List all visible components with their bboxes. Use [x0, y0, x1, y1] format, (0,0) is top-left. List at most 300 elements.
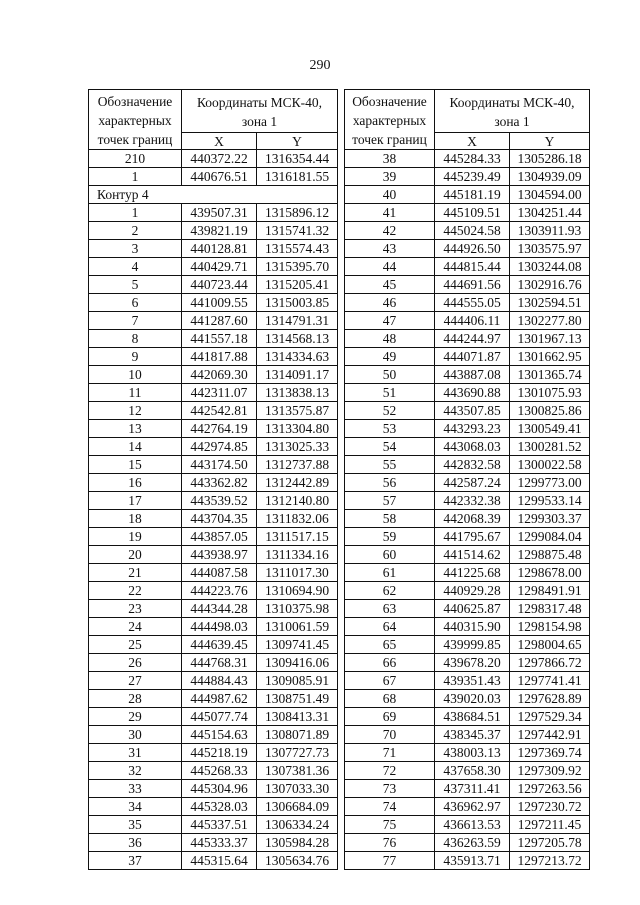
y-coordinate-cell: 1307381.36 — [257, 762, 338, 780]
x-coordinate-cell: 443539.52 — [182, 492, 257, 510]
point-number-cell: 2 — [89, 222, 182, 240]
x-coordinate-cell: 439821.19 — [182, 222, 257, 240]
table-row — [89, 744, 338, 762]
y-coordinate-cell: 1298317.48 — [510, 600, 590, 618]
point-number-cell: 28 — [89, 690, 182, 708]
x-coordinate-cell: 445268.33 — [182, 762, 257, 780]
table-row — [89, 438, 338, 456]
y-column-header: Y — [257, 133, 338, 150]
x-coordinate-cell: 439351.43 — [435, 672, 510, 690]
coordinates-header-line2: зона 1 — [494, 114, 530, 130]
table-row — [345, 654, 590, 672]
table-row — [345, 618, 590, 636]
table-row — [89, 654, 338, 672]
point-number-cell: 70 — [345, 726, 435, 744]
table-row — [345, 456, 590, 474]
y-coordinate-cell: 1315395.70 — [257, 258, 338, 276]
y-coordinate-cell: 1297529.34 — [510, 708, 590, 726]
x-coordinate-cell: 442974.85 — [182, 438, 257, 456]
point-number-cell: 36 — [89, 834, 182, 852]
point-number-cell: 60 — [345, 546, 435, 564]
y-coordinate-cell: 1299303.37 — [510, 510, 590, 528]
point-number-cell: 68 — [345, 690, 435, 708]
table-body-left — [89, 150, 338, 870]
table-row — [89, 600, 338, 618]
point-number-cell: 26 — [89, 654, 182, 672]
table-row — [89, 852, 338, 870]
y-coordinate-cell: 1298678.00 — [510, 564, 590, 582]
x-coordinate-cell: 443174.50 — [182, 456, 257, 474]
table-row — [345, 600, 590, 618]
table-header-row — [345, 90, 590, 133]
x-coordinate-cell: 436263.59 — [435, 834, 510, 852]
x-coordinate-cell: 445328.03 — [182, 798, 257, 816]
x-coordinate-cell: 444926.50 — [435, 240, 510, 258]
table-row — [345, 708, 590, 726]
point-number-cell: 57 — [345, 492, 435, 510]
y-coordinate-cell: 1314091.17 — [257, 366, 338, 384]
point-number-cell: 3 — [89, 240, 182, 258]
point-number-cell: 71 — [345, 744, 435, 762]
point-number-cell: 12 — [89, 402, 182, 420]
y-coordinate-cell: 1313025.33 — [257, 438, 338, 456]
table-row — [345, 294, 590, 312]
y-coordinate-cell: 1314791.31 — [257, 312, 338, 330]
y-coordinate-cell: 1297205.78 — [510, 834, 590, 852]
point-number-cell: 7 — [89, 312, 182, 330]
point-number-cell: 31 — [89, 744, 182, 762]
point-number-cell: 58 — [345, 510, 435, 528]
x-coordinate-cell: 441287.60 — [182, 312, 257, 330]
table-row — [345, 348, 590, 366]
point-number-cell: 30 — [89, 726, 182, 744]
table-row — [89, 528, 338, 546]
point-number-cell: 15 — [89, 456, 182, 474]
table-row — [89, 258, 338, 276]
point-number-cell: 32 — [89, 762, 182, 780]
y-coordinate-cell: 1307727.73 — [257, 744, 338, 762]
point-number-cell: 19 — [89, 528, 182, 546]
x-coordinate-cell: 440929.28 — [435, 582, 510, 600]
table-row — [89, 618, 338, 636]
y-coordinate-cell: 1311334.16 — [257, 546, 338, 564]
table-row — [89, 546, 338, 564]
x-coordinate-cell: 443857.05 — [182, 528, 257, 546]
y-coordinate-cell: 1300549.41 — [510, 420, 590, 438]
point-number-cell: 8 — [89, 330, 182, 348]
point-number-cell: 47 — [345, 312, 435, 330]
y-coordinate-cell: 1314334.63 — [257, 348, 338, 366]
point-number-cell: 67 — [345, 672, 435, 690]
x-coordinate-cell: 444071.87 — [435, 348, 510, 366]
x-coordinate-cell: 441225.68 — [435, 564, 510, 582]
table-row — [89, 348, 338, 366]
y-coordinate-cell: 1298875.48 — [510, 546, 590, 564]
y-coordinate-cell: 1315003.85 — [257, 294, 338, 312]
point-number-cell: 39 — [345, 168, 435, 186]
x-coordinate-cell: 444815.44 — [435, 258, 510, 276]
point-number-cell: 61 — [345, 564, 435, 582]
x-coordinate-cell: 435913.71 — [435, 852, 510, 870]
table-row — [345, 402, 590, 420]
x-coordinate-cell: 443507.85 — [435, 402, 510, 420]
table-row — [89, 672, 338, 690]
y-coordinate-cell: 1297741.41 — [510, 672, 590, 690]
point-number-cell: 73 — [345, 780, 435, 798]
y-coordinate-cell: 1305634.76 — [257, 852, 338, 870]
point-number-cell: 55 — [345, 456, 435, 474]
x-coordinate-cell: 442764.19 — [182, 420, 257, 438]
x-coordinate-cell: 437311.41 — [435, 780, 510, 798]
x-coordinate-cell: 445218.19 — [182, 744, 257, 762]
point-number-cell: 21 — [89, 564, 182, 582]
point-number-cell: 14 — [89, 438, 182, 456]
x-coordinate-cell: 438345.37 — [435, 726, 510, 744]
table-row — [345, 798, 590, 816]
table-row — [345, 762, 590, 780]
y-coordinate-cell: 1313575.87 — [257, 402, 338, 420]
x-coordinate-cell: 442311.07 — [182, 384, 257, 402]
x-coordinate-cell: 444768.31 — [182, 654, 257, 672]
x-coordinate-cell: 445315.64 — [182, 852, 257, 870]
y-coordinate-cell: 1311017.30 — [257, 564, 338, 582]
designation-header-line1: Обозначение — [97, 94, 173, 109]
x-coordinate-cell: 438684.51 — [435, 708, 510, 726]
y-coordinate-cell: 1312442.89 — [257, 474, 338, 492]
x-coordinate-cell: 445181.19 — [435, 186, 510, 204]
point-number-cell: 24 — [89, 618, 182, 636]
x-coordinate-cell: 444223.76 — [182, 582, 257, 600]
table-row — [345, 420, 590, 438]
x-coordinate-cell: 440429.71 — [182, 258, 257, 276]
x-coordinate-cell: 445239.49 — [435, 168, 510, 186]
coordinates-table-right — [344, 89, 590, 870]
x-coordinate-cell: 439507.31 — [182, 204, 257, 222]
point-number-cell: 4 — [89, 258, 182, 276]
y-coordinate-cell: 1297309.92 — [510, 762, 590, 780]
point-number-cell: 66 — [345, 654, 435, 672]
point-number-cell: 13 — [89, 420, 182, 438]
x-coordinate-cell: 444987.62 — [182, 690, 257, 708]
x-coordinate-cell: 442068.39 — [435, 510, 510, 528]
point-number-cell: 20 — [89, 546, 182, 564]
table-row — [345, 258, 590, 276]
point-number-cell: 46 — [345, 294, 435, 312]
y-coordinate-cell: 1311517.15 — [257, 528, 338, 546]
y-coordinate-cell: 1310375.98 — [257, 600, 338, 618]
table-row — [89, 780, 338, 798]
y-coordinate-cell: 1310694.90 — [257, 582, 338, 600]
table-row — [345, 240, 590, 258]
point-number-cell: 17 — [89, 492, 182, 510]
x-column-header: X — [182, 133, 257, 150]
table-row — [345, 690, 590, 708]
x-coordinate-cell: 445109.51 — [435, 204, 510, 222]
table-row — [89, 276, 338, 294]
point-number-cell: 69 — [345, 708, 435, 726]
table-row — [345, 726, 590, 744]
table-row — [345, 204, 590, 222]
table-row — [345, 780, 590, 798]
point-number-cell: 22 — [89, 582, 182, 600]
y-coordinate-cell: 1305984.28 — [257, 834, 338, 852]
x-coordinate-cell: 440315.90 — [435, 618, 510, 636]
point-number-cell: 50 — [345, 366, 435, 384]
x-coordinate-cell: 436962.97 — [435, 798, 510, 816]
table-row — [89, 474, 338, 492]
x-column-header: X — [435, 133, 510, 150]
table-row — [345, 528, 590, 546]
point-number-cell: 27 — [89, 672, 182, 690]
y-coordinate-cell: 1297230.72 — [510, 798, 590, 816]
table-row — [345, 492, 590, 510]
x-coordinate-cell: 444555.05 — [435, 294, 510, 312]
point-number-cell: 41 — [345, 204, 435, 222]
table-row — [345, 330, 590, 348]
y-coordinate-cell: 1302277.80 — [510, 312, 590, 330]
y-coordinate-cell: 1311832.06 — [257, 510, 338, 528]
table-row — [89, 798, 338, 816]
y-coordinate-cell: 1316181.55 — [257, 168, 338, 186]
table-row — [89, 204, 338, 222]
table-row — [89, 816, 338, 834]
point-number-cell: 35 — [89, 816, 182, 834]
x-coordinate-cell: 444639.45 — [182, 636, 257, 654]
table-body-right — [345, 150, 590, 870]
y-coordinate-cell: 1312737.88 — [257, 456, 338, 474]
point-number-cell: 52 — [345, 402, 435, 420]
table-row — [89, 762, 338, 780]
x-coordinate-cell: 444087.58 — [182, 564, 257, 582]
designation-header — [345, 90, 435, 150]
table-row — [345, 276, 590, 294]
y-coordinate-cell: 1307033.30 — [257, 780, 338, 798]
y-coordinate-cell: 1297263.56 — [510, 780, 590, 798]
table-row — [89, 834, 338, 852]
point-number-cell: 59 — [345, 528, 435, 546]
point-number-cell: 210 — [89, 150, 182, 168]
y-coordinate-cell: 1301365.74 — [510, 366, 590, 384]
point-number-cell: 74 — [345, 798, 435, 816]
point-number-cell: 42 — [345, 222, 435, 240]
y-coordinate-cell: 1304939.09 — [510, 168, 590, 186]
table-row — [345, 816, 590, 834]
point-number-cell: 25 — [89, 636, 182, 654]
y-coordinate-cell: 1297628.89 — [510, 690, 590, 708]
point-number-cell: 11 — [89, 384, 182, 402]
x-coordinate-cell: 440723.44 — [182, 276, 257, 294]
x-coordinate-cell: 445333.37 — [182, 834, 257, 852]
table-row — [89, 708, 338, 726]
point-number-cell: 49 — [345, 348, 435, 366]
x-coordinate-cell: 443938.97 — [182, 546, 257, 564]
x-coordinate-cell: 445337.51 — [182, 816, 257, 834]
x-coordinate-cell: 439999.85 — [435, 636, 510, 654]
table-row — [89, 726, 338, 744]
point-number-cell: 38 — [345, 150, 435, 168]
y-coordinate-cell: 1297369.74 — [510, 744, 590, 762]
y-coordinate-cell: 1300825.86 — [510, 402, 590, 420]
table-row — [345, 366, 590, 384]
table-row — [345, 636, 590, 654]
y-coordinate-cell: 1313304.80 — [257, 420, 338, 438]
point-number-cell: 51 — [345, 384, 435, 402]
x-coordinate-cell: 445077.74 — [182, 708, 257, 726]
x-coordinate-cell: 443293.23 — [435, 420, 510, 438]
table-row — [89, 402, 338, 420]
point-number-cell: 64 — [345, 618, 435, 636]
y-coordinate-cell: 1309741.45 — [257, 636, 338, 654]
table-row — [89, 582, 338, 600]
table-row — [89, 690, 338, 708]
point-number-cell: 77 — [345, 852, 435, 870]
table-row — [345, 546, 590, 564]
y-coordinate-cell: 1301662.95 — [510, 348, 590, 366]
y-coordinate-cell: 1306334.24 — [257, 816, 338, 834]
x-coordinate-cell: 440372.22 — [182, 150, 257, 168]
y-coordinate-cell: 1302594.51 — [510, 294, 590, 312]
table-row — [89, 168, 338, 186]
x-coordinate-cell: 442332.38 — [435, 492, 510, 510]
coordinates-header-line1: Координаты МСК-40, — [196, 95, 323, 111]
point-number-cell: 1 — [89, 168, 182, 186]
table-row — [345, 438, 590, 456]
point-number-cell: 23 — [89, 600, 182, 618]
y-coordinate-cell: 1299084.04 — [510, 528, 590, 546]
table-row — [345, 168, 590, 186]
table-row — [345, 474, 590, 492]
x-coordinate-cell: 444344.28 — [182, 600, 257, 618]
point-number-cell: 40 — [345, 186, 435, 204]
y-coordinate-cell: 1298491.91 — [510, 582, 590, 600]
y-coordinate-cell: 1312140.80 — [257, 492, 338, 510]
x-coordinate-cell: 445024.58 — [435, 222, 510, 240]
y-coordinate-cell: 1300022.58 — [510, 456, 590, 474]
x-coordinate-cell: 443362.82 — [182, 474, 257, 492]
designation-header-line3: точек границ — [352, 132, 427, 147]
y-coordinate-cell: 1300281.52 — [510, 438, 590, 456]
y-coordinate-cell: 1297211.45 — [510, 816, 590, 834]
x-coordinate-cell: 443690.88 — [435, 384, 510, 402]
table-row — [345, 384, 590, 402]
x-coordinate-cell: 442069.30 — [182, 366, 257, 384]
y-coordinate-cell: 1304251.44 — [510, 204, 590, 222]
y-coordinate-cell: 1301075.93 — [510, 384, 590, 402]
y-coordinate-cell: 1297866.72 — [510, 654, 590, 672]
x-coordinate-cell: 442832.58 — [435, 456, 510, 474]
y-coordinate-cell: 1308071.89 — [257, 726, 338, 744]
y-coordinate-cell: 1297213.72 — [510, 852, 590, 870]
x-coordinate-cell: 438003.13 — [435, 744, 510, 762]
contour-row — [89, 186, 338, 204]
y-column-header: Y — [510, 133, 590, 150]
point-number-cell: 43 — [345, 240, 435, 258]
point-number-cell: 6 — [89, 294, 182, 312]
designation-header-line2: характерных — [98, 113, 172, 128]
point-number-cell: 53 — [345, 420, 435, 438]
contour-label: Контур 4 — [89, 186, 338, 204]
y-coordinate-cell: 1305286.18 — [510, 150, 590, 168]
point-number-cell: 37 — [89, 852, 182, 870]
point-number-cell: 72 — [345, 762, 435, 780]
table-row — [345, 150, 590, 168]
x-coordinate-cell: 440625.87 — [435, 600, 510, 618]
table-header-row — [89, 90, 338, 133]
y-coordinate-cell: 1308751.49 — [257, 690, 338, 708]
x-coordinate-cell: 441817.88 — [182, 348, 257, 366]
x-coordinate-cell: 442587.24 — [435, 474, 510, 492]
y-coordinate-cell: 1316354.44 — [257, 150, 338, 168]
x-coordinate-cell: 444244.97 — [435, 330, 510, 348]
y-coordinate-cell: 1303575.97 — [510, 240, 590, 258]
page-number: 290 — [309, 58, 331, 73]
point-number-cell: 5 — [89, 276, 182, 294]
y-coordinate-cell: 1299773.00 — [510, 474, 590, 492]
y-coordinate-cell: 1308413.31 — [257, 708, 338, 726]
y-coordinate-cell: 1302916.76 — [510, 276, 590, 294]
designation-header — [89, 90, 182, 150]
y-coordinate-cell: 1310061.59 — [257, 618, 338, 636]
y-coordinate-cell: 1315574.43 — [257, 240, 338, 258]
y-coordinate-cell: 1315896.12 — [257, 204, 338, 222]
table-row — [89, 330, 338, 348]
point-number-cell: 16 — [89, 474, 182, 492]
y-coordinate-cell: 1301967.13 — [510, 330, 590, 348]
y-coordinate-cell: 1297442.91 — [510, 726, 590, 744]
x-coordinate-cell: 437658.30 — [435, 762, 510, 780]
x-coordinate-cell: 444691.56 — [435, 276, 510, 294]
coordinates-header — [435, 90, 590, 133]
x-coordinate-cell: 440128.81 — [182, 240, 257, 258]
x-coordinate-cell: 441514.62 — [435, 546, 510, 564]
table-row — [345, 222, 590, 240]
x-coordinate-cell: 445284.33 — [435, 150, 510, 168]
point-number-cell: 29 — [89, 708, 182, 726]
y-coordinate-cell: 1306684.09 — [257, 798, 338, 816]
point-number-cell: 62 — [345, 582, 435, 600]
x-coordinate-cell: 445154.63 — [182, 726, 257, 744]
point-number-cell: 75 — [345, 816, 435, 834]
table-row — [89, 222, 338, 240]
x-coordinate-cell: 444498.03 — [182, 618, 257, 636]
x-coordinate-cell: 441009.55 — [182, 294, 257, 312]
x-coordinate-cell: 441795.67 — [435, 528, 510, 546]
x-coordinate-cell: 445304.96 — [182, 780, 257, 798]
table-row — [89, 636, 338, 654]
y-coordinate-cell: 1298004.65 — [510, 636, 590, 654]
designation-header-line3: точек границ — [97, 132, 173, 147]
designation-header-line1: Обозначение — [352, 94, 427, 109]
table-row — [89, 420, 338, 438]
x-coordinate-cell: 436613.53 — [435, 816, 510, 834]
y-coordinate-cell: 1298154.98 — [510, 618, 590, 636]
point-number-cell: 54 — [345, 438, 435, 456]
x-coordinate-cell: 443704.35 — [182, 510, 257, 528]
designation-header-line2: характерных — [352, 113, 427, 128]
x-coordinate-cell: 444406.11 — [435, 312, 510, 330]
table-row — [89, 366, 338, 384]
coordinates-header — [182, 90, 338, 133]
x-coordinate-cell: 441557.18 — [182, 330, 257, 348]
point-number-cell: 1 — [89, 204, 182, 222]
table-row — [345, 564, 590, 582]
coordinates-table-left — [88, 89, 338, 870]
table-row — [89, 312, 338, 330]
point-number-cell: 65 — [345, 636, 435, 654]
table-row — [89, 456, 338, 474]
y-coordinate-cell: 1299533.14 — [510, 492, 590, 510]
point-number-cell: 44 — [345, 258, 435, 276]
